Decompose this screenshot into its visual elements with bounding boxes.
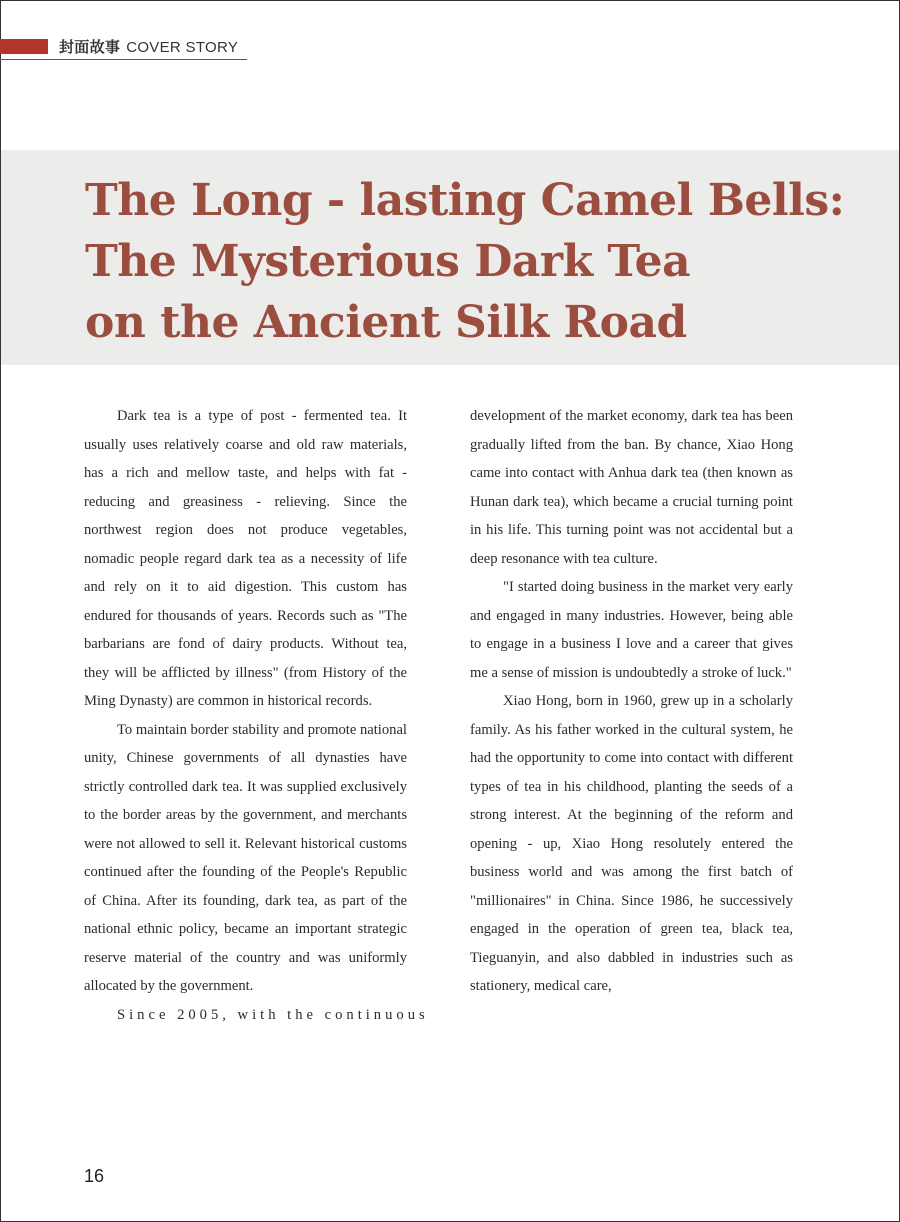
section-color-bar — [0, 39, 48, 54]
title-band — [1, 150, 899, 365]
paragraph: Xiao Hong, born in 1960, grew up in a scholarly family. As his father worked in the cultural system, he had the opportunity to come into contact with different types of tea in his childhood, planting the seeds of a strong interest. At the beginning of the reform and opening - up, Xiao Hong resolutely entered the business world and was among the first batch of "millionaires" in China. Since 1986, he successively engaged in the operation of green tea, black tea, Tieguanyin, and also dabbled in industries such as stationery, medical care, — [470, 693, 793, 994]
section-header — [0, 36, 248, 60]
paragraph: development of the market economy, dark tea has been gradually lifted from the ban. By chance, Xiao Hong came into contact with Anhua dark tea (then known as Hunan dark tea), which became a crucial turning point in his life. This turning point was not accidental but a deep resonance with tea culture. — [470, 408, 793, 567]
section-label-cn: 封面故事 — [59, 39, 121, 56]
title-line-2: The Mysterious Dark Tea — [85, 236, 691, 287]
section-label-en: COVER STORY — [126, 39, 239, 56]
body-column-right — [470, 402, 793, 1001]
page-number: 16 — [84, 1166, 105, 1186]
title-line-1: The Long - lasting Camel Bells: — [85, 175, 845, 226]
section-label — [59, 36, 238, 57]
title-line-3: on the Ancient Silk Road — [85, 297, 687, 348]
paragraph: "I started doing business in the market very early and engaged in many industries. However, being able to engage in a business I love and a career that gives me a sense of mission is undoubtedly a stroke of luck." — [470, 579, 793, 681]
section-divider — [0, 59, 247, 60]
paragraph: To maintain border stability and promote national unity, Chinese governments of all dynasties have strictly controlled dark tea. It was supplied exclusively to the border areas by the government, and merchants were not allowed to sell it. Relevant historical customs continued after the founding of the People's Republic of China. After its founding, dark tea, as part of the national ethnic policy, became an important strategic reserve material of the country and was uniformly allocated by the government. — [84, 721, 407, 994]
paragraph: Since 2005, with the continuous — [117, 1006, 429, 1023]
paragraph: Dark tea is a type of post - fermented tea. It usually uses relatively coarse and old raw materials, has a rich and mellow taste, and helps with fat - reducing and greasiness - relieving. Since the northwest region does not produce vegetables, nomadic people regard dark tea as a necessity of life and rely on it to aid digestion. This custom has endured for thousands of years. Records such as "The barbarians are fond of dairy products. Without tea, they will be afflicted by illness" (from History of the Ming Dynasty) are common in historical records. — [84, 408, 407, 709]
body-column-left — [84, 402, 429, 1029]
article-title — [85, 170, 844, 353]
